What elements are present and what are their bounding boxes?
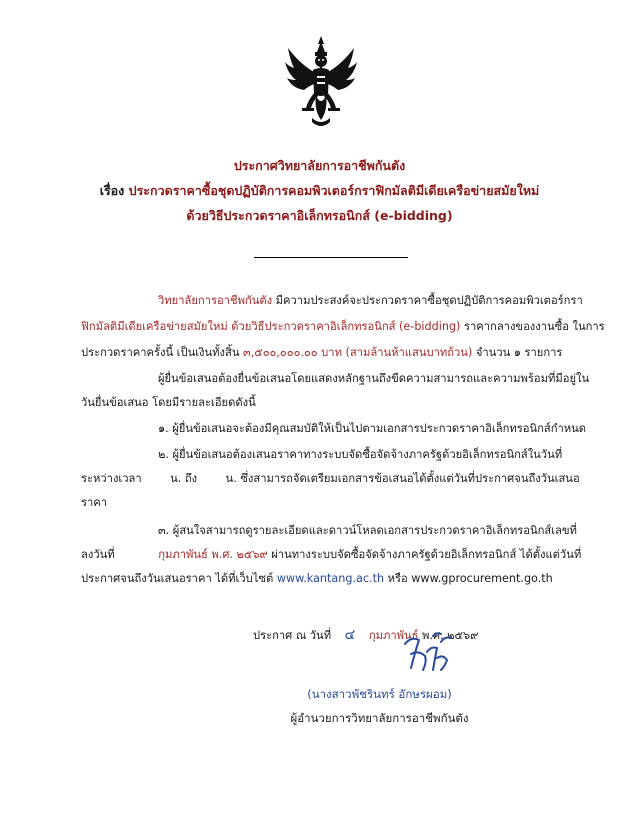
item-3-line1: ๓. ผู้สนใจสามารถดูรายละเอียดและดาวน์โหลดเอกสารประกวดราคาอิเล็กทรอนิกส์เลขที่ <box>158 524 577 537</box>
announce-month: กุมภาพันธ์ <box>368 629 419 642</box>
website-label: ประกาศจนถึงวันเสนอราคา ได้ที่เว็บไซต์ <box>81 572 274 585</box>
website-link-kantang[interactable]: www.kantang.ac.th <box>276 572 385 585</box>
para1-line3-text: ประกวดราคาครั้งนี้ เป็นเงินทั้งสิ้น <box>81 346 240 359</box>
signer-name <box>60 686 639 704</box>
signer-position-text: ผู้อำนวยการวิทยาลัยการอาชีพกันตัง <box>290 711 469 725</box>
para1-line2 <box>81 315 605 338</box>
subject-line <box>0 181 639 201</box>
para1-line1-text: มีความประสงค์จะประกวดราคาซื้อชุดปฏิบัติการคอมพิวเตอร์กรา <box>275 294 583 307</box>
item-count: จำนวน ๑ รายการ <box>475 346 563 359</box>
para1-line1 <box>158 289 583 312</box>
item-1: ๑. ผู้ยื่นข้อเสนอจะต้องมีคุณสมบัติให้เป็นไปตามเอกสารประกวดราคาอิเล็กทรอนิกส์กำหนด <box>158 422 587 435</box>
garuda-emblem <box>284 34 358 130</box>
title-line-2: ประกวดราคาซื้อชุดปฏิบัติการคอมพิวเตอร์กราฟิกมัลติมีเดียเครือข่ายสมัยใหม่ <box>128 183 540 198</box>
announce-year: พ.ศ. ๒๕๖๙ <box>422 629 479 642</box>
doc-date: กุมภาพันธ์ พ.ศ. ๒๕๖๙ <box>158 548 268 561</box>
title-divider <box>254 257 408 258</box>
announce-label: ประกาศ ณ วันที่ <box>253 629 332 642</box>
item-2-line2: ระหว่างเวลา น. ถึง น. ซึ่งสามารถจัดเตรียมเอกสารข้อเสนอได้ตั้งแต่วันที่ประกาศจนถึงวันเสนอ <box>81 472 580 485</box>
announce-day: ๔ <box>344 627 356 643</box>
college-name: วิทยาลัยการอาชีพกันตัง <box>158 294 273 307</box>
project-name: ฟิกมัลติมีเดียเครือข่ายสมัยใหม่ ด้วยวิธีประกวดราคาอิเล็กทรอนิกส์ (e-bidding) <box>81 320 461 333</box>
para1-line3 <box>81 341 562 364</box>
item-2-line3: ราคา <box>81 496 108 509</box>
website-link-gprocurement[interactable]: หรือ www.gprocurement.go.th <box>387 572 553 585</box>
announcement-title <box>0 156 639 176</box>
para2-line1: ผู้ยื่นข้อเสนอต้องยื่นข้อเสนอโดยแสดงหลักฐานถึงขีดความสามารถและความพร้อมที่มีอยู่ใน <box>158 372 590 385</box>
item-3-line2-text: ผ่านทางระบบจัดซื้อจัดจ้างภาครัฐด้วยอิเล็กทรอนิกส์ ได้ตั้งแต่วันที่ <box>271 548 582 561</box>
title-line-1: ประกาศวิทยาลัยการอาชีพกันตัง <box>233 158 406 173</box>
handwritten-signature <box>397 630 457 678</box>
para1-line2-text: ราคากลางของงานซื้อ ในการ <box>463 320 605 333</box>
budget-amount: ๓,๕๐๐,๐๐๐.๐๐ บาท (สามล้านห้าแสนบาทถ้วน) <box>243 346 473 359</box>
item-2-line1: ๒. ผู้ยื่นข้อเสนอต้องเสนอราคาทางระบบจัดซื้อจัดจ้างภาครัฐด้วยอิเล็กทรอนิกส์ในวันที่ <box>158 448 563 461</box>
signer-position <box>60 710 639 728</box>
title-method <box>0 206 639 226</box>
subject-label: เรื่อง <box>99 183 125 198</box>
signer-name-text: (นางสาวพัชรินทร์ อักษรผอม) <box>307 687 452 701</box>
date-label: ลงวันที่ <box>81 548 115 561</box>
para2-line2: วันยื่นข้อเสนอ โดยมีรายละเอียดดังนี้ <box>81 396 256 409</box>
item-3-line3 <box>81 567 553 590</box>
item-3-line2 <box>81 543 581 566</box>
title-line-3: ด้วยวิธีประกวดราคาอิเล็กทรอนิกส์ (e-bidding) <box>186 208 453 223</box>
